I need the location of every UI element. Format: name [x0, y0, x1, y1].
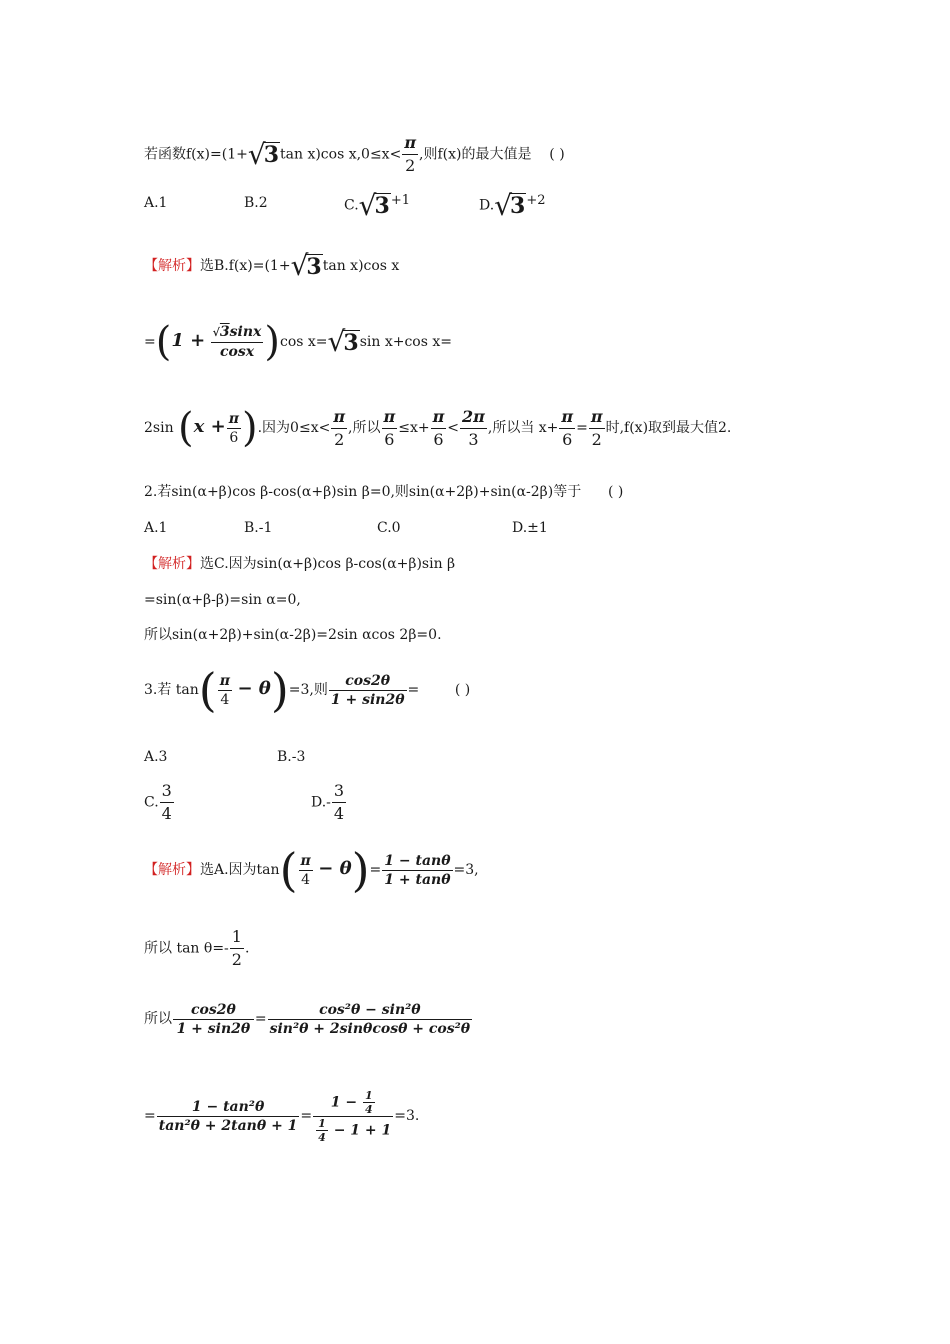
fraction-cos2theta-over-1-plus-sin2theta: $\frac{\cos 2\theta}{1 + \sin 2\theta}$ [330, 672, 405, 708]
answer-blank: ( ) [549, 146, 565, 163]
q3-stem: 3.若 tan( $\frac{\pi}{4}$ − θ)=3,则 $\frac{\cos 2\theta}{1 + \sin 2\theta}$ = ( ) [144, 663, 471, 717]
q2-option-b: B.-1 [244, 520, 273, 536]
q3-solution-line-2: 所以 tan θ=- $\frac{1}{2}$ . [144, 927, 250, 969]
q2-solution-line-3: 所以sin(α+2β)+sin(α-2β)=2sin αcos 2β=0. [144, 627, 442, 643]
solution-tag: 【解析】 [144, 258, 200, 274]
fraction-pi-over-6: $\frac{\pi}{6}$ [228, 410, 239, 446]
answer-blank: ( ) [454, 682, 471, 698]
q3-solution-line-4: = $\frac{\text{1 − tan²θ}}{\text{tan²θ + 2tanθ + 1}}$ = 1 − $\frac{1}{4}$ $\frac{1}{4}$ − 1 + 1 =3. [144, 1088, 420, 1144]
q3-option-c: C. $\frac{3}{4}$ [144, 781, 172, 823]
q1-option-d: $D.√3^{+2}$ [479, 188, 546, 222]
q2-option-c: C.0 [377, 520, 401, 536]
q3-option-d: D.- $\frac{3}{4}$ [311, 781, 345, 823]
q1-solution-line-1: 【解析】选B.f(x)=(1+√3tan x)cos x [144, 249, 400, 282]
sqrt-3: √3 [247, 137, 279, 171]
q1-option-c: $C.√3^{+1}$ [344, 188, 410, 222]
q2-solution-line-1: 【解析】选C.因为sin(α+β)cos β-cos(α+β)sin β [144, 556, 456, 572]
q1-solution-line-3: 2sin (x + $\frac{\pi}{6}$ ).因为0≤x< $\frac{\pi}{2}$ ,所以 $\frac{\pi}{6}$ ≤x+ $\frac{\pi}{6}$ < $\frac{2\pi}{3}$ ,所以当 x+ $\frac{\pi}{6}$ = $\frac{\pi}{2}$ 时,f(x)取到最大值2. [144, 405, 732, 451]
q1-option-a: A.1 [144, 195, 168, 211]
solution-tag: 【解析】 [144, 556, 200, 572]
q2-stem: 2.若sin(α+β)cos β-cos(α+β)sin β=0,则sin(α+2β)+sin(α-2β)等于 ( ) [144, 484, 624, 500]
q2-option-a: A.1 [144, 520, 168, 536]
q3-option-b: B.-3 [277, 749, 306, 765]
q2-solution-line-2: =sin(α+β-β)=sin α=0, [144, 592, 301, 608]
q3-solution-line-3: 所以 $\frac{\cos 2\theta}{1 + \sin 2\theta}$ = $\frac{\text{cos²θ − sin²θ}}{\text{sin²θ + 2sinθcosθ + cos²θ}}$ [144, 1001, 471, 1037]
q1-stem: 若函数f(x)=(1+√3tan x)cos x,0≤x< $\frac{\pi}{2}$ ,则f(x)的最大值是 ( ) [144, 133, 565, 175]
solution-tag: 【解析】 [144, 862, 200, 878]
q3-option-a: A.3 [144, 749, 168, 765]
fraction-pi-over-2: $\frac{\pi}{2}$ [404, 133, 417, 175]
q2-option-d: D.±1 [512, 520, 548, 536]
q1-option-b: B.2 [244, 195, 268, 211]
q3-solution-line-1: 【解析】选A.因为tan( $\frac{\pi}{4}$ − θ)= $\frac{1 - \tan\theta}{1 + \tan\theta}$ =3, [144, 843, 479, 897]
q1-solution-line-2: =(1 + $\frac{√3\sin x}{\cos x}$ )cos x=√3sin x+cos x= [144, 319, 452, 365]
fraction-sqrt3sinx-over-cosx: $\frac{√3\sin x}{\cos x}$ [212, 324, 262, 360]
answer-blank: ( ) [607, 484, 624, 500]
